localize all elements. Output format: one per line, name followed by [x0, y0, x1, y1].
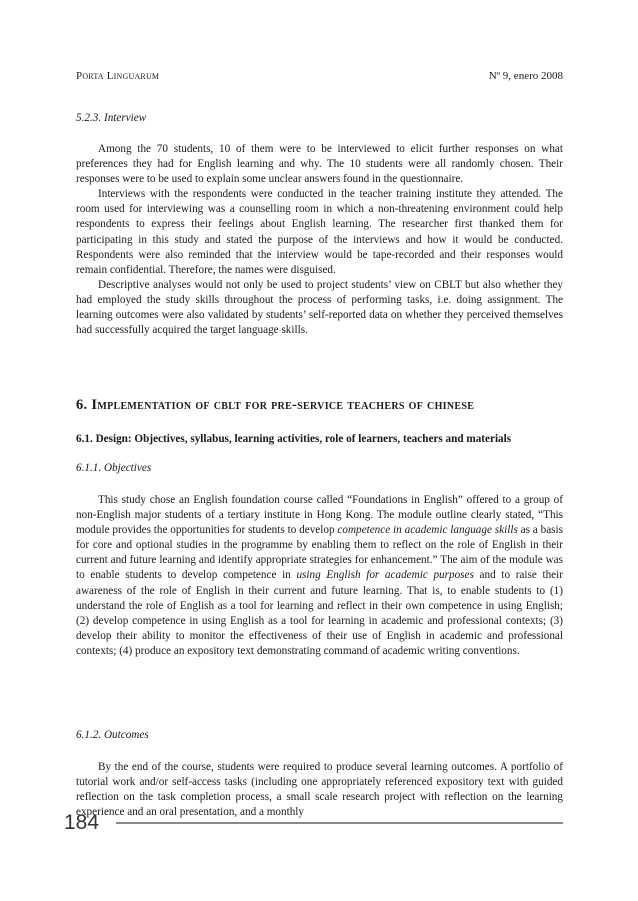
running-header	[76, 70, 563, 86]
paragraph	[76, 493, 563, 659]
section-6-heading: 6. Implementation of cblt for pre-service teachers of chinese	[76, 397, 475, 413]
paragraph: Interviews with the respondents were conducted in the teacher training institute they attended. The room used for interviewing was a counselling room in which a non-threatening environment could help respondents to express their feelings about English learning. The researcher first thanked them for participating in this study and stated the purpose of the interviews and how it would be conducted. Respondents were also reminded that the interview would be tape-recorded and their responses would remain confidential. Therefore, the names were disguised.	[76, 188, 563, 276]
paragraph: Descriptive analyses would not only be used to project students’ view on CBLT but also whether they had employed the study skills throughout the process of performing tasks, i.e. doing assignment. The learning outcomes were also validated by students’ self-reported data on whether they perceived themselves had successfully acquired the target language skills.	[76, 278, 563, 337]
paragraph: Among the 70 students, 10 of them were to be interviewed to elicit further responses on what preferences they had for English learning and why. The 10 students were all randomly chosen. Their responses were to be used to explain some unclear answers found in the questionnaire.	[76, 143, 563, 186]
section-6-1-1-body	[76, 493, 563, 659]
section-6-1-2-body	[76, 760, 563, 820]
emphasis-text: competence in academic language skills	[337, 524, 518, 537]
paragraph: By the end of the course, students were required to produce several learning outcomes. A portfolio of tutorial work and/or self-access tasks (including one appropriately referenced expository text with guided reflection on the task completion process, a small scale research project with reflection on the learning experience and an oral presentation, and a monthly	[76, 761, 563, 819]
text-run: as a basis for core and optional studies in the programme by enabling them to reflect on the role of English in their current and future learning and identify appropriate strategies for enhancement.” The aim of the module was to enable students to develop competence in	[76, 524, 563, 582]
section-5-2-3-body	[76, 142, 563, 338]
journal-name: Porta Linguarum	[76, 70, 160, 82]
page-number: 184	[64, 811, 100, 834]
footer-rule	[116, 822, 563, 824]
section-6-1-2-label: 6.1.2. Outcomes	[76, 729, 149, 741]
text-run: and to raise their awareness of the role of English in their current and future learning. That is, to enable students to (1) understand the role of English as a tool for learning and reflect in their own competence in using English; (2) develop competence in using English as a tool for learning in academic and professional contexts; (3) develop their ability to monitor the effectiveness of their use of English in academic and professional contexts; (4) produce an expository text demonstrating command of academic writing conventions.	[76, 569, 563, 657]
section-6-1-heading: 6.1. Design: Objectives, syllabus, learning activities, role of learners, teachers and materials	[76, 433, 512, 445]
section-6-1-1-label: 6.1.1. Objectives	[76, 462, 152, 474]
text-run: This study chose an English foundation course called “Foundations in English” offered to a group of non-English major students of a tertiary institute in Hong Kong. The module outline clearly stated, “This module provides the opportunities for students to develop	[76, 494, 563, 537]
emphasis-text: using English for academic purposes	[296, 569, 474, 582]
section-5-2-3-label: 5.2.3. Interview	[76, 112, 147, 124]
issue-number: Nº 9, enero 2008	[488, 70, 563, 82]
